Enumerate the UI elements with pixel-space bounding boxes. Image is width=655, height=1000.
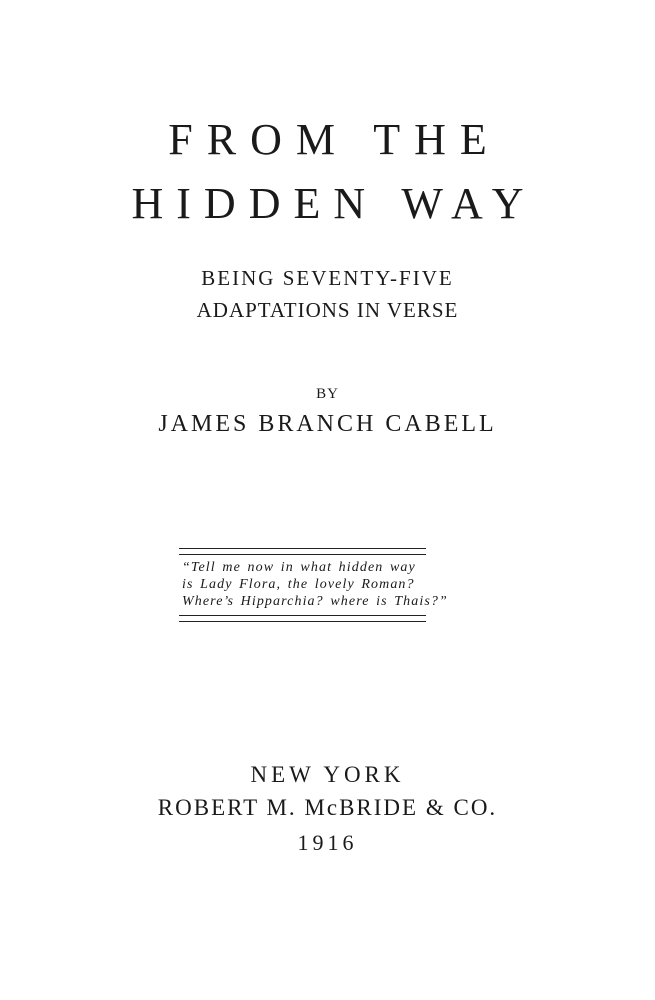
epigraph-text (179, 555, 448, 615)
imprint-year: 1916 (297, 830, 358, 855)
epigraph-top-rule (179, 548, 426, 555)
byline-label: BY (316, 386, 339, 402)
book-title-line-1: FROM THE (168, 115, 501, 164)
epigraph-line: is Lady Flora, the lovely Roman? (182, 577, 415, 592)
imprint-place: NEW YORK (250, 762, 405, 787)
subtitle-line-1: BEING SEVENTY-FIVE (201, 266, 454, 290)
epigraph-box (179, 548, 448, 622)
subtitle-line-2: ADAPTATIONS IN VERSE (196, 298, 459, 322)
author-name: JAMES BRANCH CABELL (158, 411, 497, 437)
epigraph-bottom-rule (179, 615, 426, 622)
epigraph-line: “Tell me now in what hidden way (182, 560, 416, 575)
imprint-publisher: ROBERT M. McBRIDE & CO. (157, 795, 498, 820)
epigraph-line: Where’s Hipparchia? where is Thais?” (182, 594, 448, 609)
book-title-line-2: HIDDEN WAY (131, 179, 537, 228)
